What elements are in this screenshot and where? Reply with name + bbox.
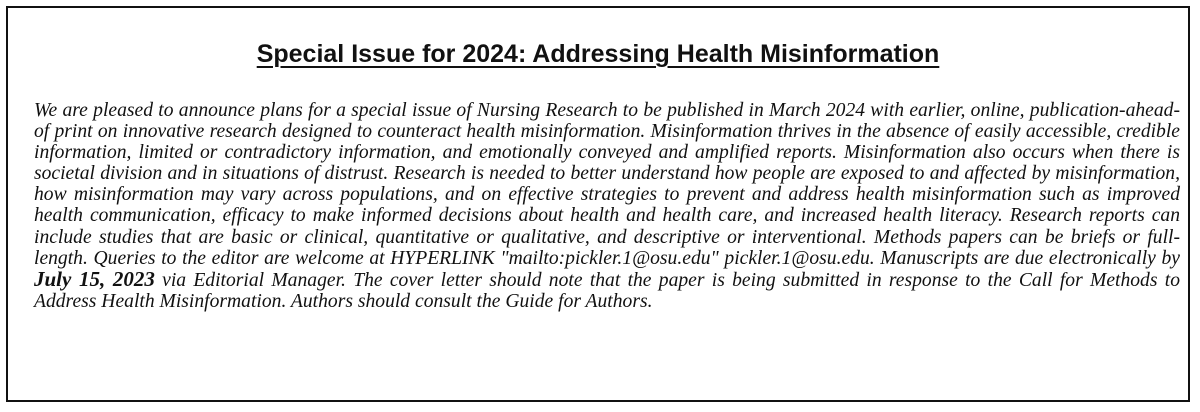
notice-title <box>8 39 1188 69</box>
title-text: Special Issue for 2024: Addressing Health Misinformation <box>256 40 940 68</box>
due-date: July 15, 2023 <box>34 266 155 291</box>
notice-body <box>34 100 1180 312</box>
body-text-part1: We are pleased to announce plans for a special issue of Nursing Research to be published in March 2024 with earlier, online, publication-ahead-of print on innovative research designed to counteract health misinformation. Misinformation thrives in the absence of easily accessible, credible information, limited or contradictory information, and emotionally conveyed and amplified reports. Misinformation also occurs when there is societal division and in situations of distrust. Research is needed to better understand how people are exposed to and affected by misinformation, how misinformation may vary across populations, and on effective strategies to prevent and address health misinformation such as improved health communication, efficacy to make informed decisions about health and health care, and increased health literacy. Research reports can include studies that are basic or clinical, quantitative or qualitative, and descriptive or interventional. Methods papers can be briefs or full-length. Queries to the editor are welcome at HYPERLINK "mailto:pickler.1@osu.edu" pickler.1@osu.edu. Manuscripts are due electronically by <box>34 100 1180 269</box>
notice-box <box>6 6 1190 402</box>
body-text-part2: via Editorial Manager. The cover letter should note that the paper is being submitted in response to the Call for Methods to Address Health Misinformation. Authors should consult the Guide for Authors. <box>34 269 1180 312</box>
